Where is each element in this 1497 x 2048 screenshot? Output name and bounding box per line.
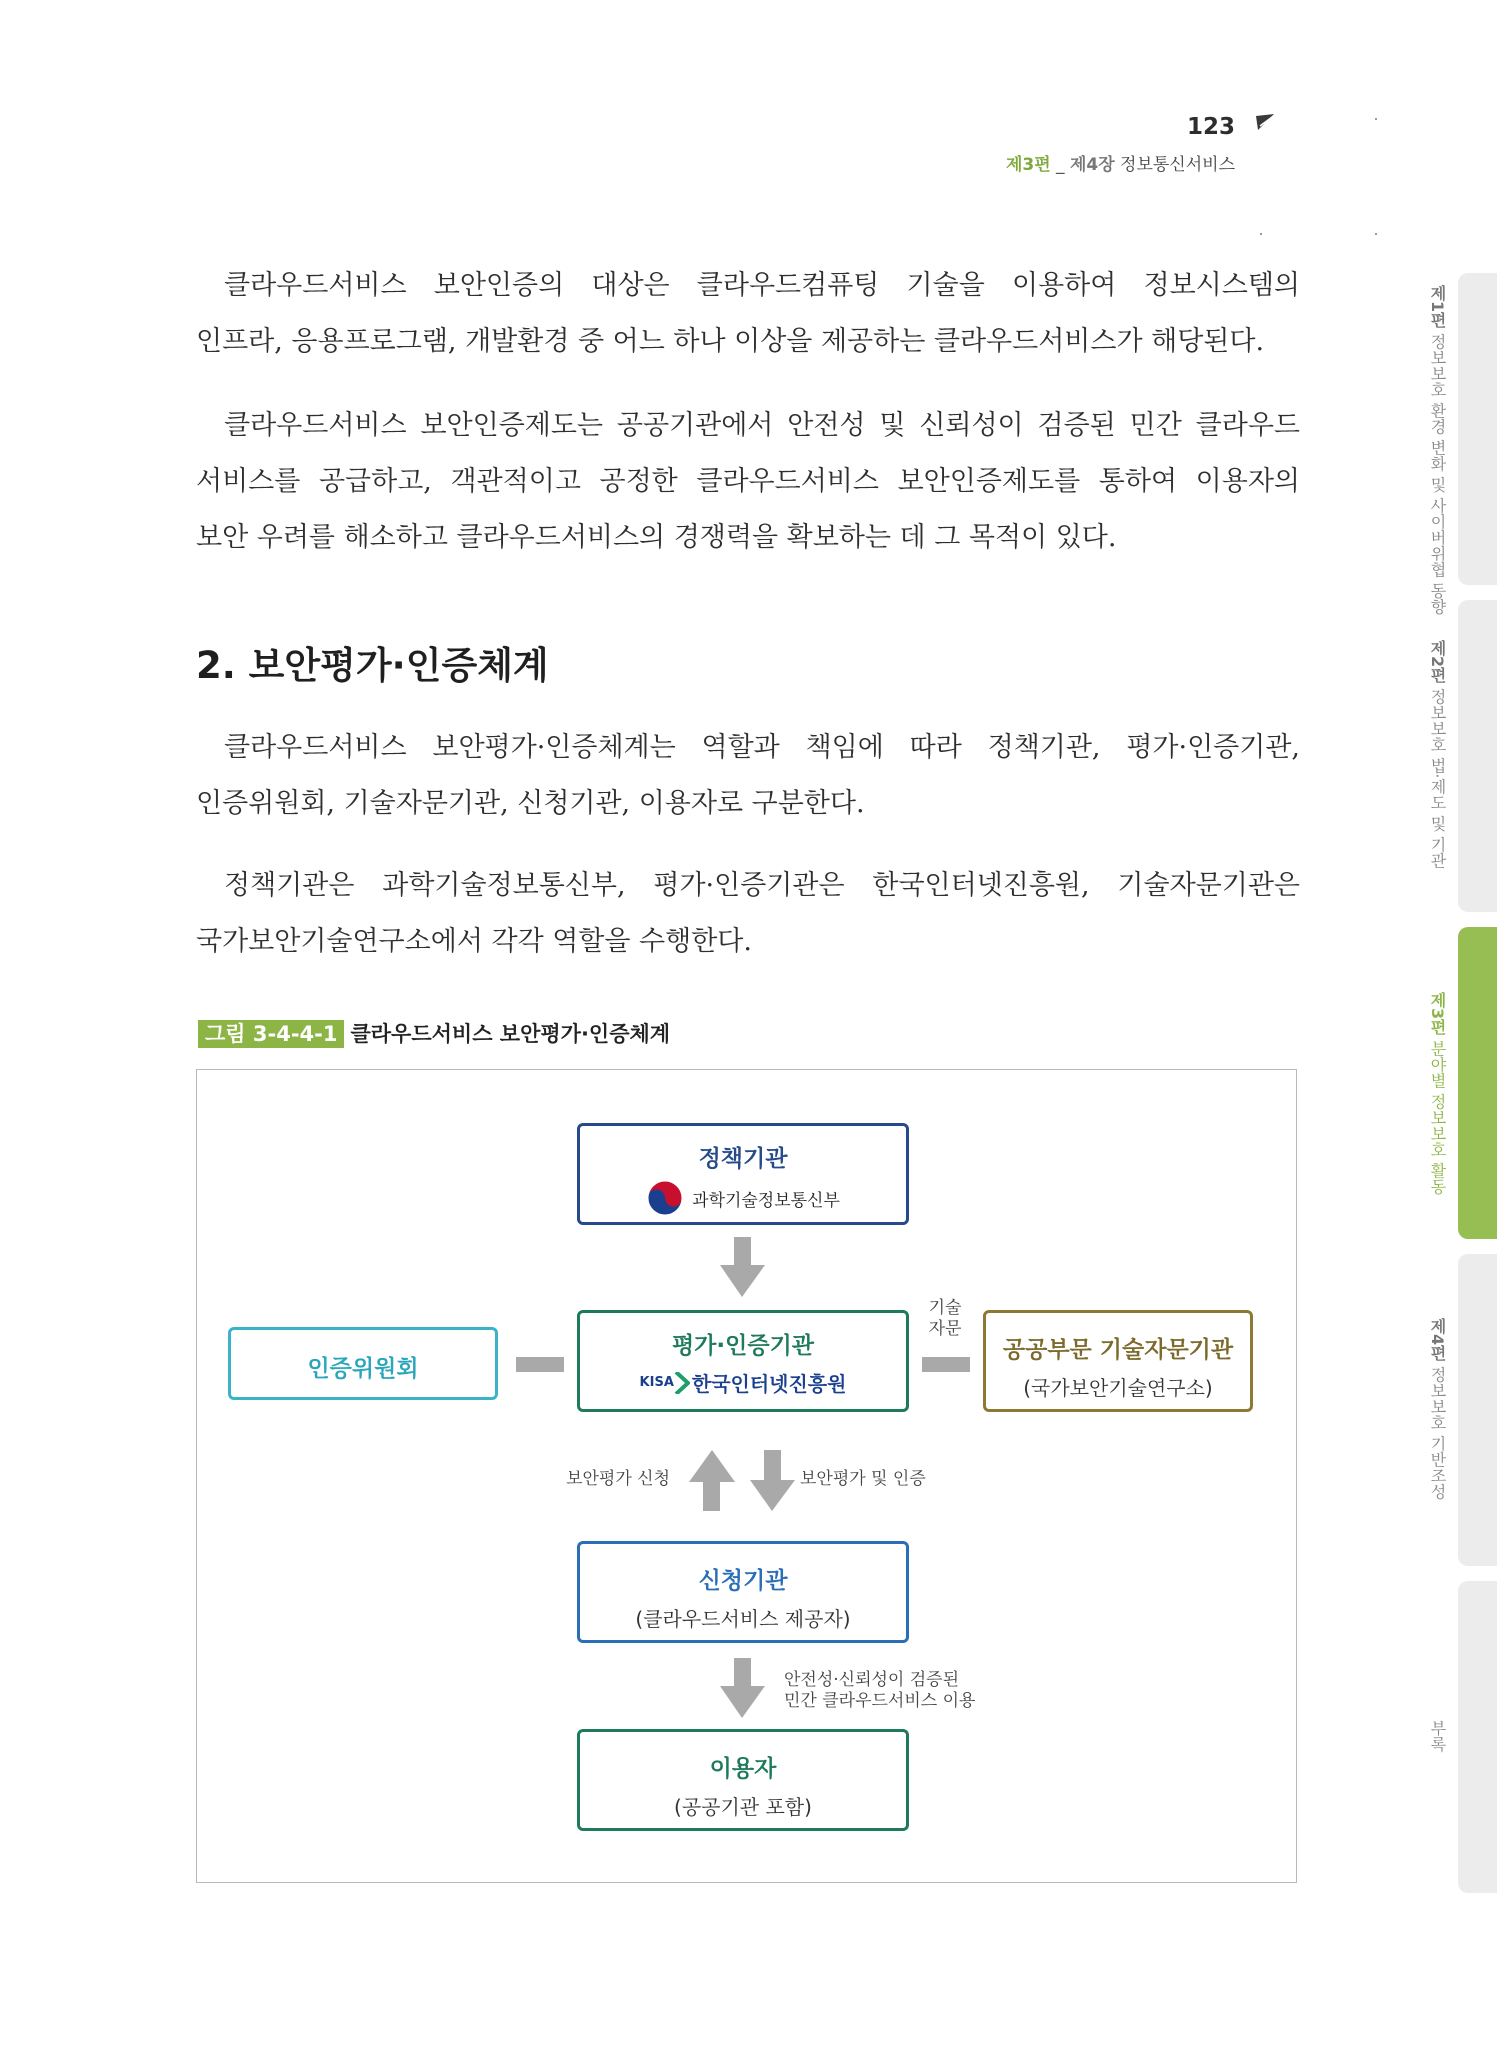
kisa-logo-text: KISA [639,1375,674,1390]
side-tab-part-2-title: 정보보호 법·제도 및 기관 [1428,688,1447,869]
running-head-chapter-title: 정보통신서비스 [1120,155,1235,175]
advisory-agency-title: 공공부문 기술자문기관 [1002,1337,1234,1363]
crop-dot [1375,118,1377,120]
side-tab-part-4[interactable] [1458,1254,1497,1566]
running-head-part: 제3편 [1005,155,1051,175]
taegeuk-logo-icon [646,1179,684,1217]
side-tab-part-3-number: 제3편 [1428,992,1447,1036]
policy-agency-org: 과학기술정보통신부 [692,1190,840,1211]
crop-dot [1260,233,1262,235]
advisory-link-label [925,1298,965,1340]
applicant-org: (클라우드서비스 제공자) [635,1607,851,1631]
section-heading: 2. 보안평가·인증체계 [196,644,549,687]
user-title: 이용자 [709,1756,777,1782]
page-corner-mark [1256,114,1276,132]
advisory-agency-org: (국가보안기술연구소) [1023,1376,1213,1400]
paragraph-3-line-2: 인증위원회, 기술자문기관, 신청기관, 이용자로 구분한다. [196,788,865,819]
paragraph-2-line-2: 서비스를 공급하고, 객관적이고 공정한 클라우드서비스 보안인증제도를 통하여 이용자의 [196,466,1300,497]
side-tab-part-2-label [1409,640,1449,869]
committee-box [228,1327,498,1400]
side-tab-part-4-label [1409,1318,1449,1499]
side-tab-part-1[interactable] [1458,273,1497,585]
side-tab-part-1-title: 정보보호 환경 변화 및 사이버위협 동향 [1428,333,1447,615]
paragraph-3-line-1: 클라우드서비스 보안평가·인증체계는 역할과 책임에 따라 정책기관, 평가·인증기관, [224,732,1300,763]
evaluation-agency-box [577,1310,909,1412]
policy-agency-box [577,1123,909,1225]
user-org: (공공기관 포함) [674,1795,812,1819]
applicant-box [577,1541,909,1643]
kisa-logo-icon [674,1372,690,1394]
figure-label: 그림 3-4-4-1 [198,1020,344,1048]
advisory-agency-box [983,1310,1253,1412]
committee-title: 인증위원회 [307,1356,419,1382]
figure-caption [198,1018,670,1048]
side-tab-part-1-number: 제1편 [1428,285,1447,329]
paragraph-2-line-1: 클라우드서비스 보안인증제도는 공공기관에서 안전성 및 신뢰성이 검증된 민간 클라우드 [224,410,1300,441]
page-number: 123 [1186,114,1235,140]
use-label-line-1: 안전성·신뢰성이 검증된 [784,1670,960,1690]
evaluation-agency-title: 평가·인증기관 [671,1333,815,1359]
side-tab-part-3[interactable] [1458,927,1497,1239]
running-head-separator: _ [1056,155,1065,175]
crop-dot [1375,233,1377,235]
paragraph-1-line-1: 클라우드서비스 보안인증의 대상은 클라우드컴퓨팅 기술을 이용하여 정보시스템의 [224,270,1300,301]
arrow-down-label: 보안평가 및 인증 [800,1469,926,1489]
running-head-chapter: 제4장 [1069,155,1115,175]
applicant-title: 신청기관 [698,1568,788,1594]
side-tab-part-3-label [1409,992,1449,1194]
side-tab-part-4-title: 정보보호 기반조성 [1428,1366,1447,1500]
side-tab-part-3-title: 분야별 정보보호 활동 [1428,1040,1447,1195]
running-head [900,150,1235,175]
side-tab-appendix-label: 부록 [1428,1720,1447,1752]
use-label [784,1670,975,1712]
side-tab-part-4-number: 제4편 [1428,1318,1447,1362]
use-label-line-2: 민간 클라우드서비스 이용 [784,1691,976,1711]
paragraph-1-line-2: 인프라, 응용프로그램, 개발환경 중 어느 하나 이상을 제공하는 클라우드서비스가 해당된다. [196,326,1265,357]
paragraph-2-line-3: 보안 우려를 해소하고 클라우드서비스의 경쟁력을 확보하는 데 그 목적이 있다. [196,522,1117,553]
figure-title: 클라우드서비스 보안평가·인증체계 [350,1022,671,1046]
advisory-link-label-line-2: 자문 [928,1319,962,1339]
side-tab-part-2-number: 제2편 [1428,640,1447,684]
side-tab-part-1-label [1409,285,1449,615]
user-box [577,1729,909,1831]
side-tab-appendix[interactable] [1458,1581,1497,1893]
evaluation-agency-org: 한국인터넷진흥원 [691,1372,847,1396]
paragraph-4-line-1: 정책기관은 과학기술정보통신부, 평가·인증기관은 한국인터넷진흥원, 기술자문기관은 [224,870,1300,901]
arrow-up-label: 보안평가 신청 [566,1469,670,1489]
paragraph-4-line-2: 국가보안기술연구소에서 각각 역할을 수행한다. [196,926,752,957]
advisory-link-label-line-1: 기술 [928,1298,962,1318]
side-tab-part-2[interactable] [1458,600,1497,912]
policy-agency-title: 정책기관 [698,1146,788,1172]
